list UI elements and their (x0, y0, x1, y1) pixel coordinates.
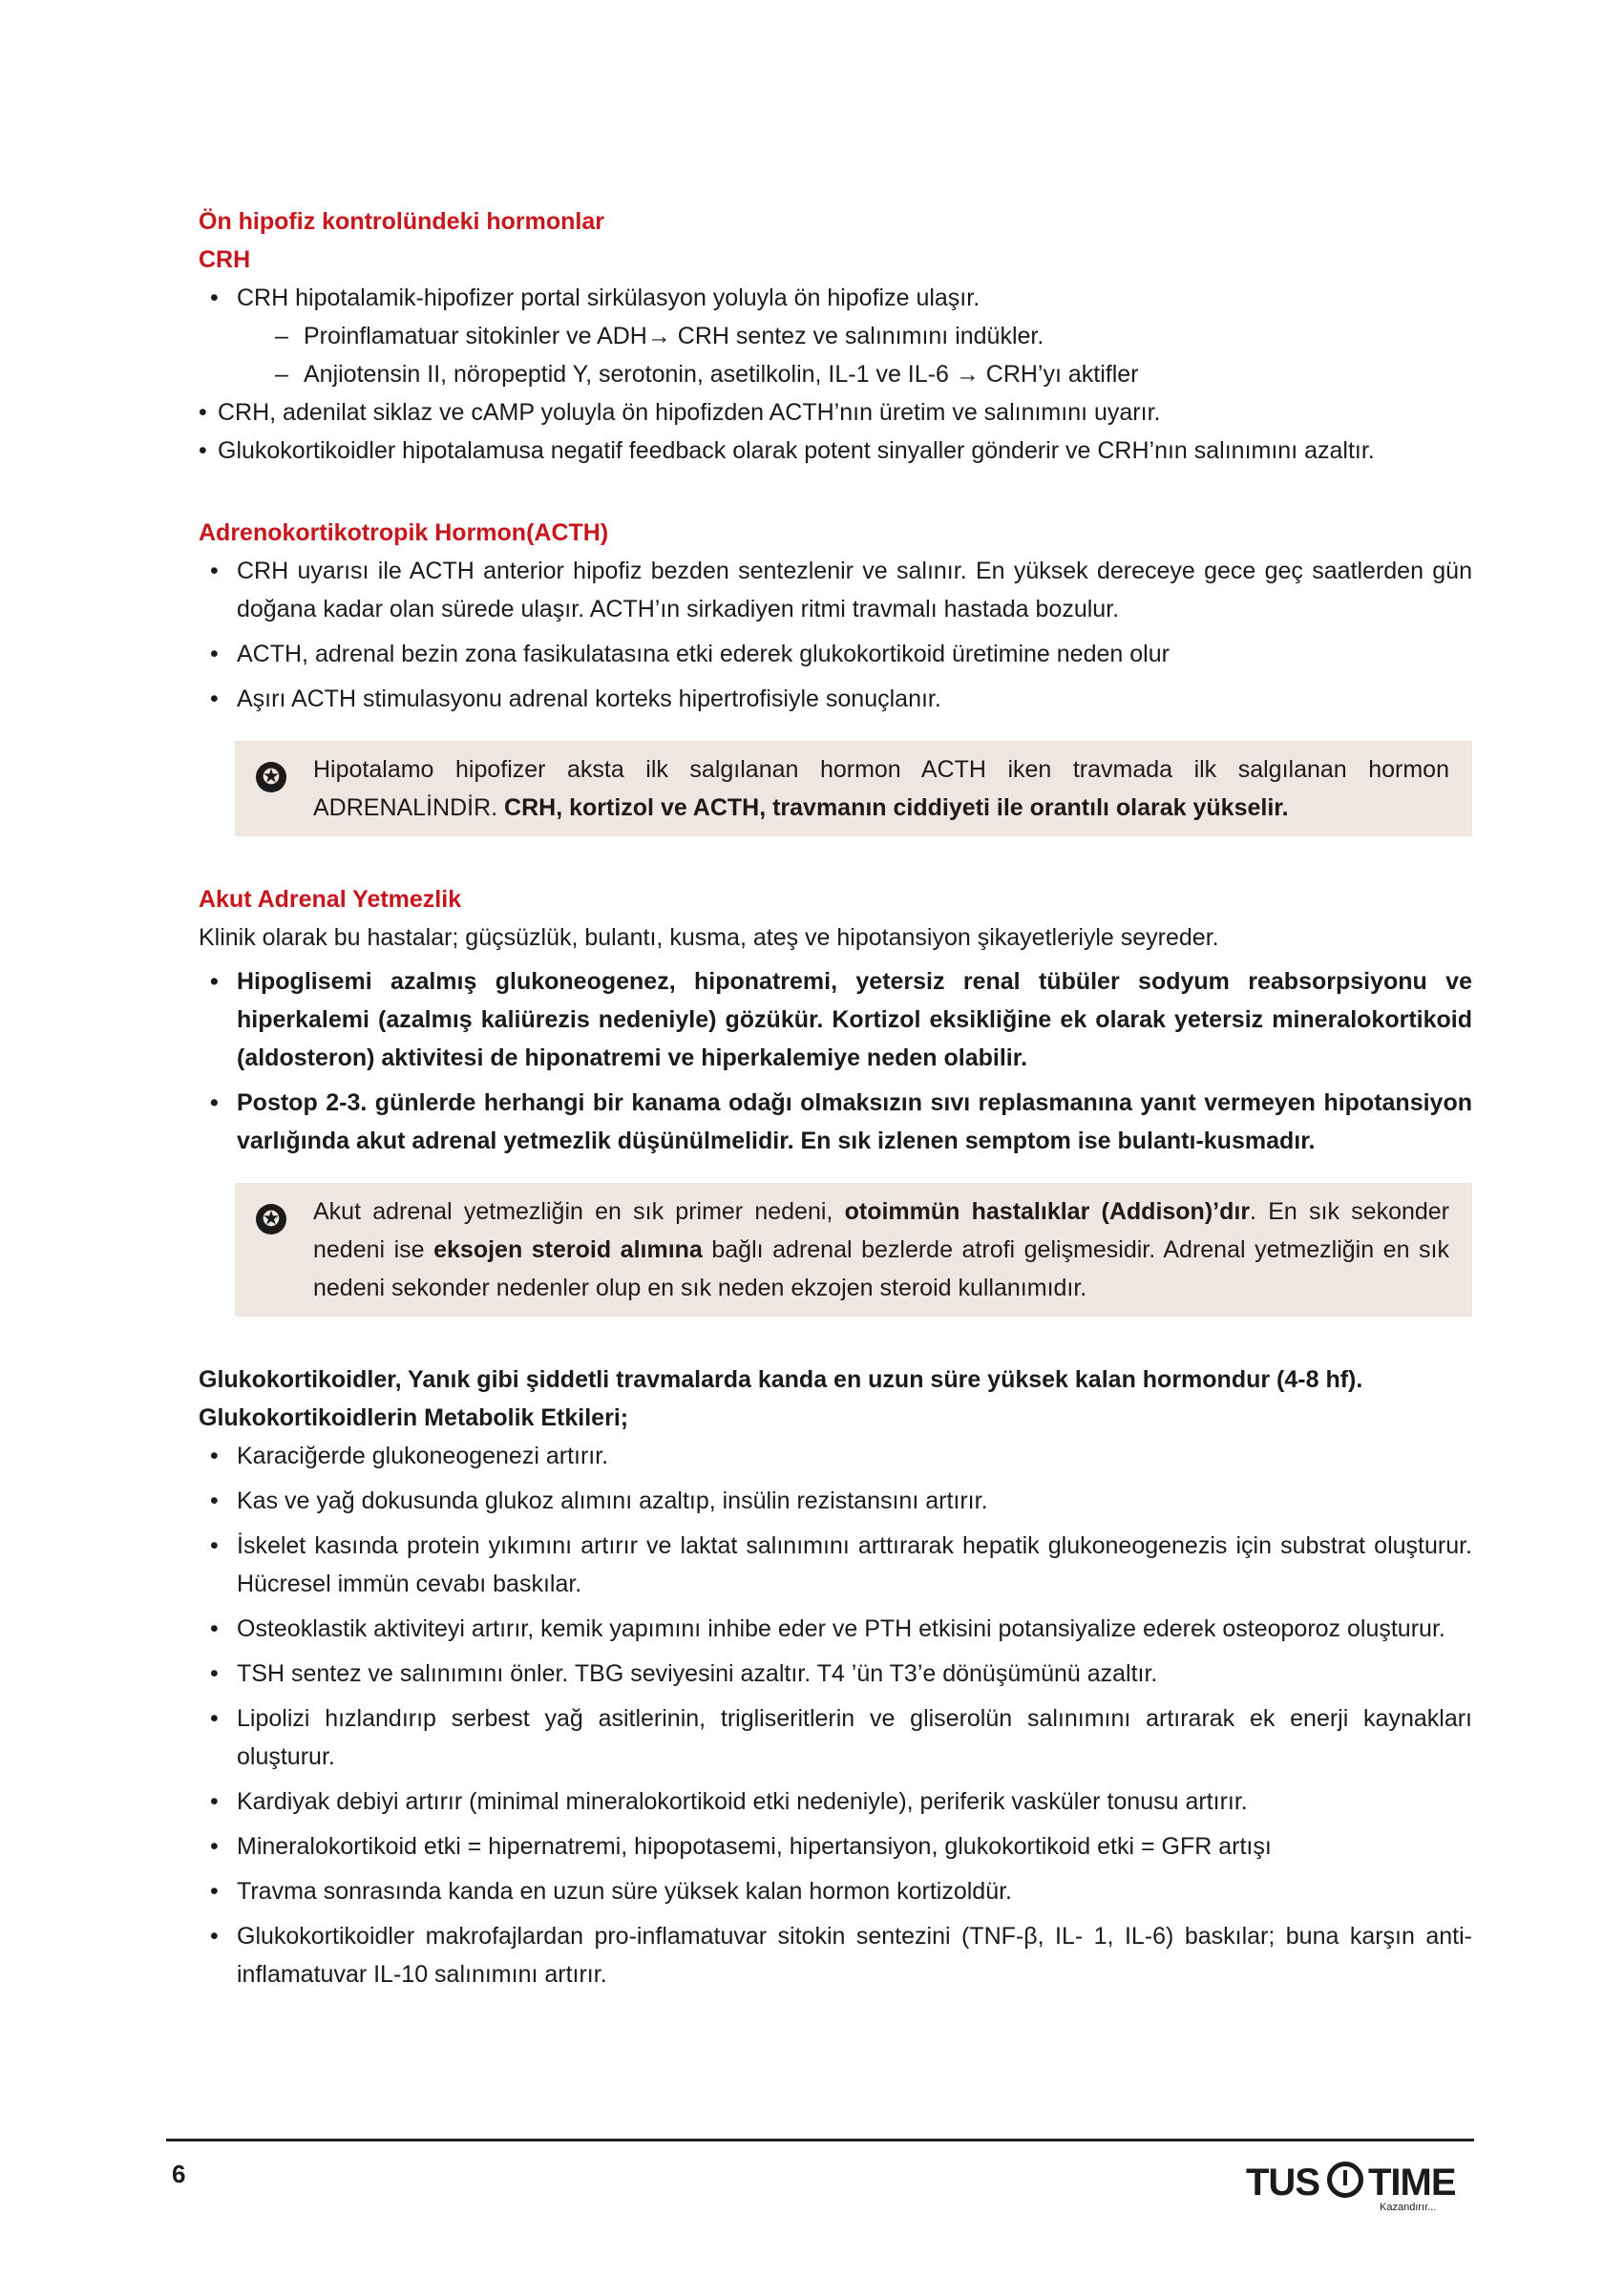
list-item: • CRH, adenilat siklaz ve cAMP yoluyla ön hipofizden ACTH’nın üretim ve salınımını uyarır. (199, 393, 1472, 432)
note-text: . En sık sekonder nedeni ise (313, 1198, 1450, 1263)
list-item: • Kas ve yağ dokusunda glukoz alımını azaltıp, insülin rezistansını artırır. (199, 1482, 1472, 1520)
note-text: bağlı adrenal bezlerde atrofi gelişmesidir. Adrenal yetmezliğin en sık nedeni sekonder nedenler olup en sık neden ekzojen steroid kullanımıdır. (313, 1236, 1449, 1301)
sublist-item: – Anjiotensin II, nöropeptid Y, serotonin, asetilkolin, IL-1 ve IL-6 → CRH’yı aktifler (237, 355, 1472, 393)
list-item: • Glukokortikoidler hipotalamusa negatif feedback olarak potent sinyaller gönderir ve CRH’nın salınımını azaltır. (199, 432, 1472, 470)
acth-list (199, 552, 1472, 718)
footer-divider (166, 2139, 1474, 2141)
list-item: • CRH uyarısı ile ACTH anterior hipofiz bezden sentezlenir ve salınır. En yüksek dereceye gece geç saatlerden gün doğana kadar olan sürede ulaşır. ACTH’ın sirkadiyen ritmi travmalı hastada bozulur. (199, 552, 1472, 628)
note-text: Akut adrenal yetmezliğin en sık primer nedeni, (313, 1198, 845, 1225)
metabolic-effects-list (199, 1437, 1472, 1993)
note-text: Hipotalamo hipofizer aksta ilk salgılanan hormon ACTH iken travmada ilk salgılanan hormon ADRENALİNDİR. (313, 756, 1449, 821)
intro-text: Klinik olarak bu hastalar; güçsüzlük, bulantı, kusma, ateş ve hipotansiyon şikayetleriyle seyreder. (199, 924, 1219, 951)
note-bold-text: eksojen steroid alımına (433, 1236, 703, 1263)
list-item: • Lipolizi hızlandırıp serbest yağ asitlerinin, trigliseritlerin ve gliserolün salınımını artırarak ek enerji kaynakları oluşturur. (199, 1699, 1472, 1776)
logo-text-right: TIME (1368, 2162, 1456, 2204)
list-item: • Osteoklastik aktiviteyi artırır, kemik yapımını inhibe eder ve PTH etkisini potansiyalize ederek osteoporoz oluşturur. (199, 1610, 1472, 1648)
list-item: • Hipoglisemi azalmış glukoneogenez, hiponatremi, yetersiz renal tübüler sodyum reabsorpsiyonu ve hiperkalemi (azalmış kaliürezis nedeniyle) gözükür. Kortizol eksikliğine ek olarak yetersiz mineralokortikoid (aldosteron) aktivitesi de hiponatremi ve hiperkalemiye neden olabilir. (199, 962, 1472, 1077)
note-bold-text: CRH, kortizol ve ACTH, travmanın ciddiyeti ile orantılı olarak yükselir. (504, 794, 1289, 821)
note-box-adrenal (235, 1183, 1472, 1317)
akut-adrenal-list (199, 962, 1472, 1160)
note-box-acth (235, 741, 1472, 836)
logo-text-left: TUS (1246, 2162, 1319, 2204)
star-circle-icon: ✪ (256, 762, 286, 792)
list-item: • Aşırı ACTH stimulasyonu adrenal korteks hipertrofisiyle sonuçlanır. (199, 680, 1472, 718)
clock-icon (1327, 2162, 1363, 2198)
list-item (199, 279, 1472, 393)
section-title-akut-adrenal: Akut Adrenal Yetmezlik (199, 886, 462, 913)
list-item-text: CRH hipotalamik-hipofizer portal sirkülasyon yoluyla ön hipofize ulaşır. (237, 285, 981, 311)
list-item: • Mineralokortikoid etki = hipernatremi, hipopotasemi, hipertansiyon, glukokortikoid etki = GFR artışı (199, 1827, 1472, 1866)
crh-list (199, 279, 1472, 470)
crh-sublist (237, 317, 1472, 393)
list-item: • Karaciğerde glukoneogenezi artırır. (199, 1437, 1472, 1475)
glukokortikoid-heading: Glukokortikoidler, Yanık gibi şiddetli travmalarda kanda en uzun süre yüksek kalan hormondur (4-8 hf). (199, 1366, 1363, 1393)
list-item: • Travma sonrasında kanda en uzun süre yüksek kalan hormon kortizoldür. (199, 1872, 1472, 1910)
section-title-on-hipofiz: Ön hipofiz kontrolündeki hormonlar (199, 208, 604, 235)
list-item: • Glukokortikoidler makrofajlardan pro-inflamatuvar sitokin sentezini (TNF-β, IL- 1, IL-6) baskılar; buna karşın anti-inflamatuvar IL-10 salınımını artırır. (199, 1917, 1472, 1993)
metabolic-effects-heading: Glukokortikoidlerin Metabolik Etkileri; (199, 1404, 629, 1431)
sublist-item: – Proinflamatuar sitokinler ve ADH→ CRH sentez ve salınımını indükler. (237, 317, 1472, 355)
tustime-logo (1246, 2160, 1475, 2217)
list-item: • ACTH, adrenal bezin zona fasikulatasına etki ederek glukokortikoid üretimine neden olur (199, 635, 1472, 673)
note-bold-text: otoimmün hastalıklar (Addison)’dır (844, 1198, 1251, 1225)
page-number: 6 (172, 2160, 186, 2188)
page-content (199, 202, 1472, 2000)
list-item: • İskelet kasında protein yıkımını artırır ve laktat salınımını arttırarak hepatik glukoneogenezis için substrat oluşturur. Hücresel immün cevabı baskılar. (199, 1527, 1472, 1603)
section-subtitle-crh: CRH (199, 246, 251, 273)
logo-tagline: Kazandırır... (1380, 2202, 1437, 2213)
list-item: • TSH sentez ve salınımını önler. TBG seviyesini azaltır. T4 ’ün T3’e dönüşümünü azaltır. (199, 1655, 1472, 1693)
list-item: • Kardiyak debiyi artırır (minimal mineralokortikoid etki nedeniyle), periferik vasküler tonusu artırır. (199, 1782, 1472, 1821)
star-circle-icon: ✪ (256, 1204, 286, 1234)
list-item: • Postop 2-3. günlerde herhangi bir kanama odağı olmaksızın sıvı replasmanına yanıt vermeyen hipotansiyon varlığında akut adrenal yetmezlik düşünülmelidir. En sık izlenen semptom ise bulantı-kusmadır. (199, 1084, 1472, 1160)
section-title-acth: Adrenokortikotropik Hormon(ACTH) (199, 519, 609, 546)
